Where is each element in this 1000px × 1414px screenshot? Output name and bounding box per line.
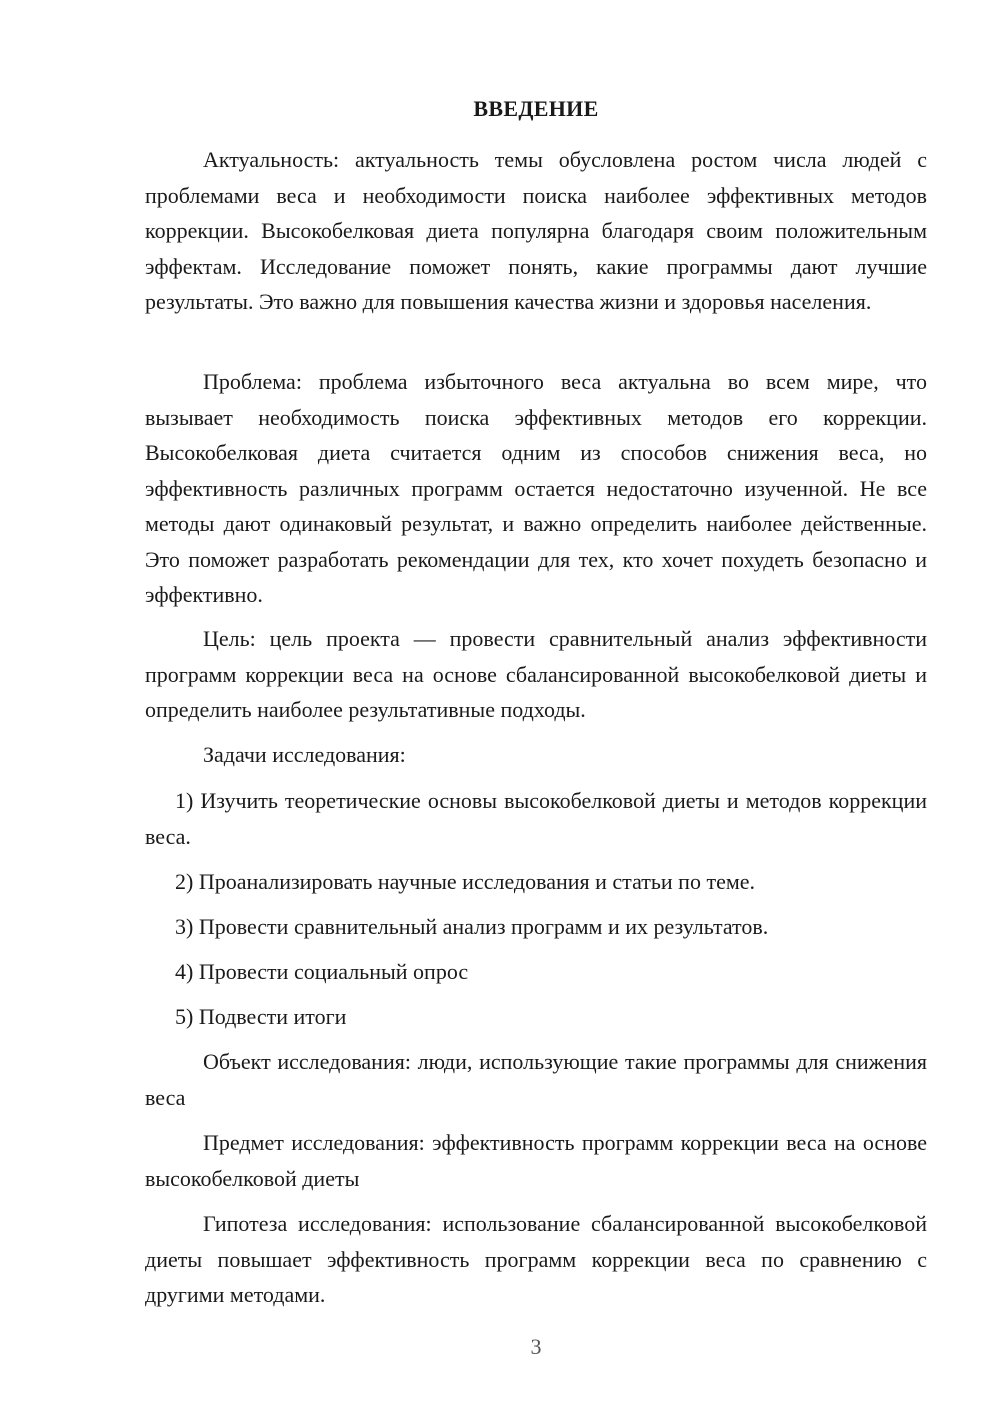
tasks-heading: Задачи исследования: <box>203 742 406 767</box>
hypothesis-paragraph: Гипотеза исследования: использование сбалансированной высокобелковой диеты повышает эффективность программ коррекции веса по сравнению с другими методами. <box>145 1211 927 1307</box>
subject-paragraph: Предмет исследования: эффективность программ коррекции веса на основе высокобелковой диеты <box>145 1130 927 1191</box>
goal-paragraph: Цель: цель проекта — провести сравнительный анализ эффективности программ коррекции веса на основе сбалансированной высокобелковой диеты и определить наиболее результативные подходы. <box>145 626 927 722</box>
page-title: ВВЕДЕНИЕ <box>473 96 599 121</box>
task-item: 1) Изучить теоретические основы высокобелковой диеты и методов коррекции веса. <box>145 788 927 849</box>
object-paragraph: Объект исследования: люди, использующие такие программы для снижения веса <box>145 1049 927 1110</box>
problem-paragraph: Проблема: проблема избыточного веса актуальна во всем мире, что вызывает необходимость поиска эффективных методов его коррекции. Высокобелковая диета считается одним из способов снижения веса, но эффективность различных программ остается недостаточно изученной. Не все методы дают одинаковый результат, и важно определить наиболее действенные. Это поможет разработать рекомендации для тех, кто хочет похудеть безопасно и эффективно. <box>145 369 927 607</box>
task-item: 3) Провести сравнительный анализ программ и их результатов. <box>175 914 769 939</box>
page-number: 3 <box>530 1334 542 1359</box>
task-item: 5) Подвести итоги <box>175 1004 347 1029</box>
task-item: 4) Провести социальный опрос <box>175 959 469 984</box>
task-item: 2) Проанализировать научные исследования и статьи по теме. <box>175 869 756 894</box>
relevance-paragraph: Актуальность: актуальность темы обусловлена ростом числа людей с проблемами веса и необходимости поиска наиболее эффективных методов коррекции. Высокобелковая диета популярна благодаря своим положительным эффектам. Исследование поможет понять, какие программы дают лучшие результаты. Это важно для повышения качества жизни и здоровья населения. <box>145 147 927 314</box>
